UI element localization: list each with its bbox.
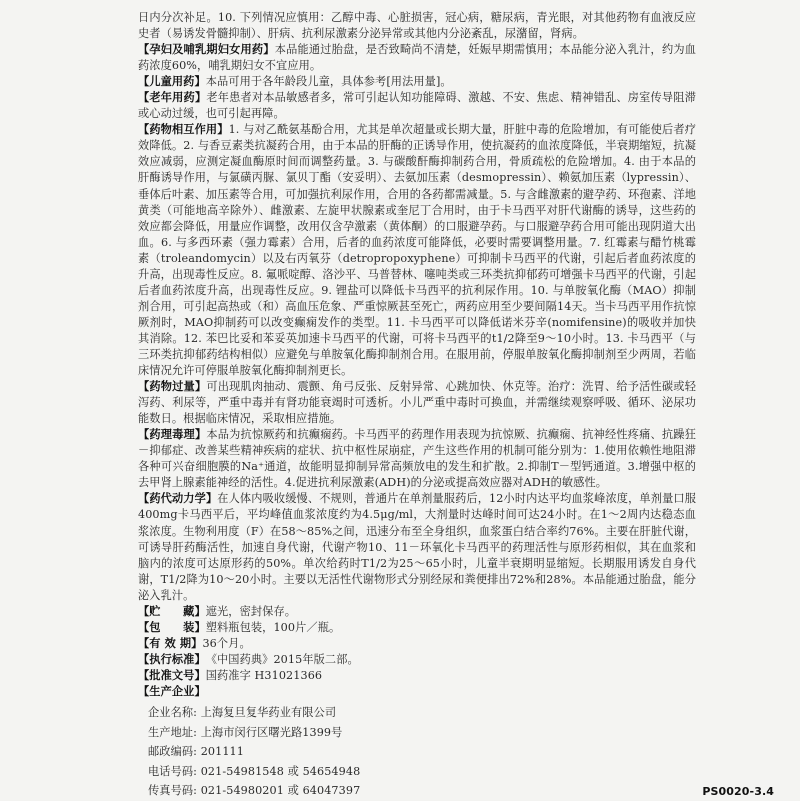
section-pharmacology [138,427,696,491]
section-heading: 【药物过量】 [138,380,207,394]
row-label: 邮政编码: [148,745,198,759]
row-value: 201111 [200,745,244,759]
section-text: 本品能通过胎盘，是否致畸尚不清楚，妊娠早期需慎用；本品能分泌入乳汁，约为血药浓度60%，哺乳期妇女不宜应用。 [138,43,697,73]
section-pediatric [138,74,696,90]
row-value: 上海复旦复华药业有限公司 [200,706,337,720]
section-text: 本品可用于各年龄段儿童，具体参考[用法用量]。 [205,75,452,89]
section-text: 日内分次补足。10. 下列情况应慎用：乙醇中毒、心脏损害，冠心病，糖尿病，青光眼，对其他药物有血液反应史者（易诱发骨髓抑制）、肝病、抗利尿激素分泌异常或其他内分泌紊乱，尿潴留，肾病。 [138,11,696,41]
section-heading: 【药理毒理】 [138,428,207,442]
section-text: 老年患者对本品敏感者多，常可引起认知功能障碍、激越、不安、焦虑、精神错乱、房室传导阻滞或心动过缓，也可引起再障。 [138,91,696,121]
section-interactions [138,122,696,379]
section-text: 在人体内吸收缓慢、不规则，普通片在单剂量服药后，12小时内达平均血浆峰浓度，单剂量口服400mg卡马西平后，平均峰值血浆浓度约为4.5μg/ml，大剂量时达峰时间可达24小时。在1～2周内达稳态血浆浓度。生物利用度（F）在58～85%之间，迅速分布至全身组织，血浆蛋白结合率约76%。主要在肝脏代谢，可诱导肝药酶活性，加速自身代谢，代谢产物10、11－环氧化卡马西平的药理活性与原形药相似，其在血浆和脑内的浓度可达原形药的50%。单次给药时T1/2为25～65小时，儿童半衰期明显缩短。长期服用诱发自身代谢，T1/2降为10～20小时。主要以无活性代谢物形式分别经尿和粪便排出72%和28%。本品能通过胎盘，能分泌入乳汁。 [138,492,697,602]
section-overdose [138,379,696,427]
manufacturer-row [148,703,696,723]
row-label: 电话号码: [148,764,198,778]
manufacturer-row [148,781,696,801]
section-text: 36个月。 [202,636,251,650]
row-value: 021-54981548 或 54654948 [200,764,361,778]
section-text: 可出现肌肉抽动、震颤、角弓反张、反射异常、心跳加快、休克等。治疗：洗胃、给予活性碳或轻泻药、利尿等，严重中毒并有肾功能衰竭时可透析。小儿严重中毒时可换血，并需继续观察呼吸、循环、泌尿功能数日。根据临床情况，采取相应措施。 [138,380,696,426]
row-label: 生产地址: [148,725,198,739]
section-text: 1. 与对乙酰氨基酚合用，尤其是单次超量或长期大量，肝脏中毒的危险增加，有可能使后者疗效降低。2. 与香豆素类抗凝药合用，由于本品的肝酶的正诱导作用，使抗凝药的血浓度降低，半衰期缩短，抗凝效应减弱，应测定凝血酶原时间而调整药量。3. 与碳酸酐酶抑制药合用，骨质疏松的危险增加。4. 由于本品的肝酶诱导作用，与氯磺丙脲、氯贝丁酯（安妥明）、去氨加压素（desmopressin）、赖氨加压素（lypressin）、垂体后叶素、加压素等合用，可加强抗利尿作用，合用的各药都需减量。5. 与含雌激素的避孕药、环孢素、洋地黄类（可能地高辛除外）、雌激素、左旋甲状腺素或奎尼丁合用时，由于卡马西平对肝代谢酶的诱导，这些药的效应都会降低，用量应作调整，改用仅含孕激素（黄体酮）的口服避孕药。与口服避孕药合用可能出现阴道大出血。6. 与多西环素（强力霉素）合用，后者的血药浓度可能降低，必要时需要调整用量。7. 红霉素与醋竹桃霉素（troleandomycin）以及右丙氧芬（detropropoxyphene）可抑制卡马西平的代谢，引起后者血药浓度的升高，出现毒性反应。8. 氟哌啶醇、洛沙平、马普替林、噻吨类或三环类抗抑郁药可增强卡马西平的代谢，引起后者血药浓度升高，出现毒性反应。9. 锂盐可以降低卡马西平的抗利尿作用。10. 与单胺氧化酶（MAO）抑制剂合用，可引起高热或（和）高血压危象、严重惊厥甚至死亡，两药应用至少要间隔14天。当卡马西平用作抗惊厥剂时，MAO抑制药可以改变癫痫发作的类型。11. 卡马西平可以降低诺米芬辛(nomifensine)的吸收并加快其消除。12. 苯巴比妥和苯妥英加速卡马西平的代谢，可将卡马西平的t1/2降至9～10小时。13. 卡马西平（与三环类抗抑郁药结构相似）应避免与单胺氧化酶抑制剂合用。在服用前，停服单胺氧化酶抑制剂至少两周，若临床情况允许可停服单胺氧化酶抑制剂更长。 [138,123,696,378]
section-heading: 【孕妇及哺乳期妇女用药】 [138,43,275,57]
section-heading: 【生产企业】 [138,684,206,698]
section-geriatric [138,90,696,122]
section-precautions-cont [138,10,696,42]
row-label: 传真号码: [148,784,198,798]
manufacturer-row [148,723,696,743]
manufacturer-row [148,762,696,782]
row-label: 企业名称: [148,706,198,720]
row-value: 上海市闵行区曙光路1399号 [200,725,343,739]
section-pregnancy [138,42,696,74]
section-manufacturer [138,684,696,700]
section-heading: 【有 效 期】 [138,636,203,650]
manufacturer-row [148,742,696,762]
section-validity [138,636,696,652]
section-approval [138,668,696,684]
section-text: 遮光，密封保存。 [205,604,297,618]
section-storage [138,604,696,620]
row-value: 021-54980201 或 64047397 [200,784,361,798]
section-text: 《中国药典》2015年版二部。 [205,652,359,666]
section-package [138,620,696,636]
section-heading: 【老年用药】 [138,91,207,105]
section-heading: 【包 装】 [138,620,206,634]
manufacturer-info [148,703,696,801]
section-pharmacokinetics [138,491,696,603]
section-heading: 【药代动力学】 [138,492,218,506]
section-text: 国药准字 H31021366 [205,668,323,682]
section-heading: 【批准文号】 [138,668,206,682]
section-standard [138,652,696,668]
section-text: 塑料瓶包装，100片／瓶。 [205,620,341,634]
section-text: 本品为抗惊厥药和抗癫痫药。卡马西平的药理作用表现为抗惊厥、抗癫痫、抗神经性疼痛、抗躁狂－抑郁症、改善某些精神疾病的症状、抗中枢性尿崩症，产生这些作用的机制可能分别为：1.使用依赖性地阻滞各种可兴奋细胞膜的Na⁺通道，故能明显抑制异常高频放电的发生和扩散。2.抑制T－型钙通道。3.增强中枢的去甲肾上腺素能神经的活性。4.促进抗利尿激素(ADH)的分泌或提高效应器对ADH的敏感性。 [138,428,696,490]
document-code: PS0020-3.4 [702,784,774,798]
section-heading: 【儿童用药】 [138,75,206,89]
section-heading: 【药物相互作用】 [138,123,229,137]
section-heading: 【执行标准】 [138,652,206,666]
section-heading: 【贮 藏】 [138,604,206,618]
